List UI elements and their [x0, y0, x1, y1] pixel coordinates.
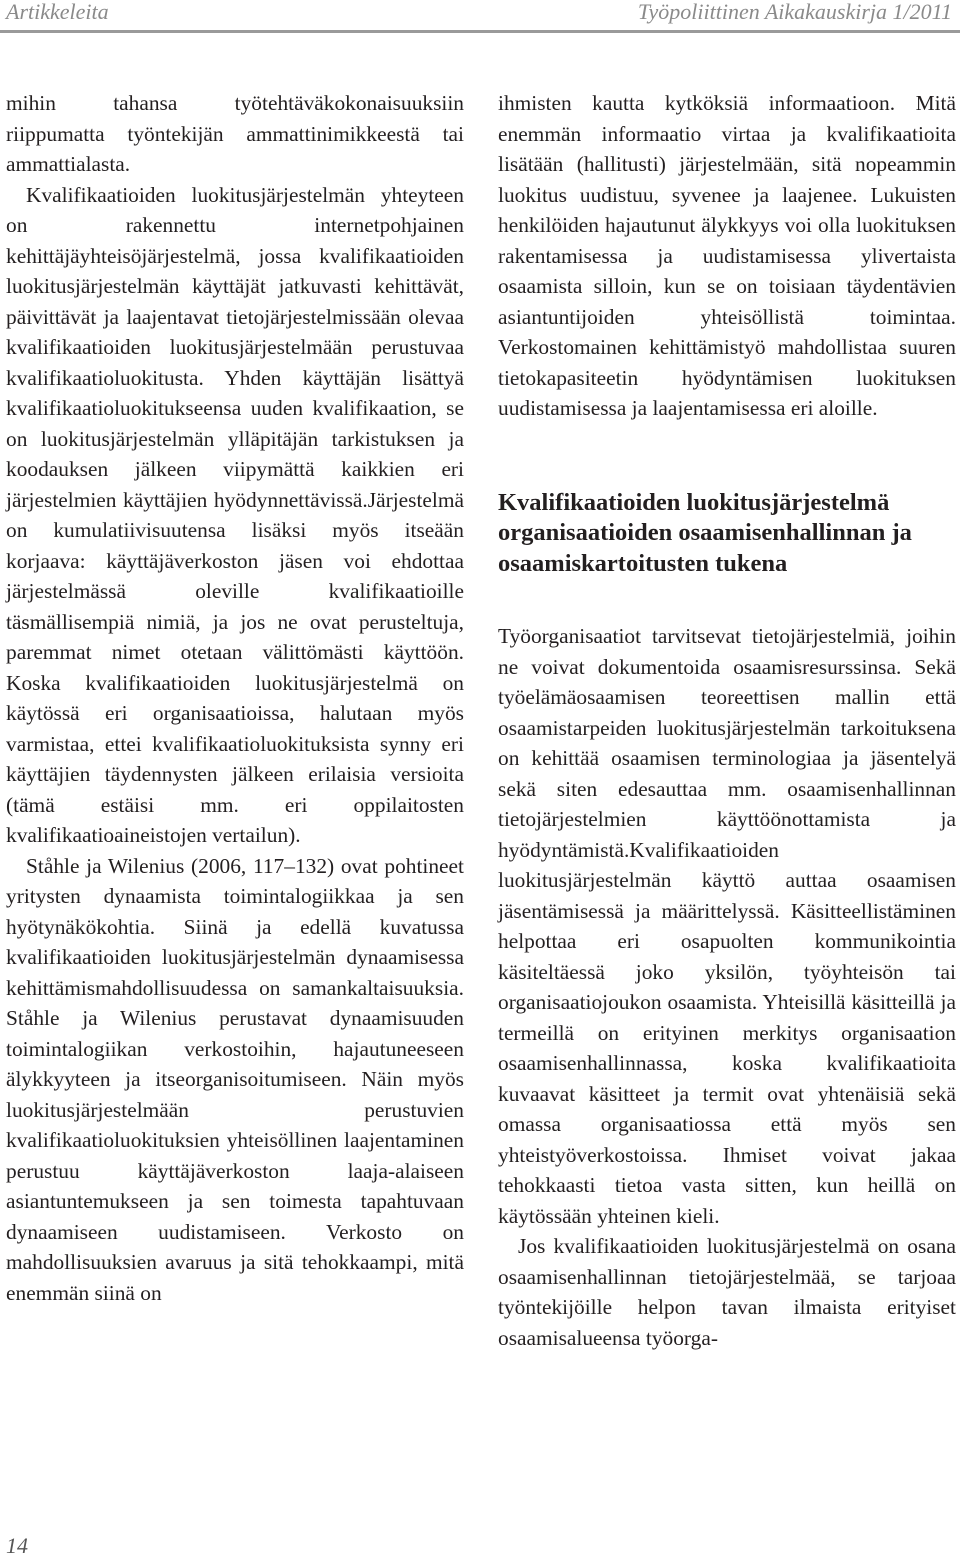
section-heading: Kvalifikaatioiden luokitusjärjestelmä organisaatioiden osaamisenhallinnan ja osaamiskartoitusten tukena	[498, 488, 912, 577]
paragraph: Jos kvalifikaatioiden luokitusjärjestelmä on osana osaamisenhallinnan tietojärjestelmää, se tarjoaa työntekijöille helpon tavan ilmaista erityiset osaamisalueensa työorga-	[498, 1234, 956, 1350]
paragraph: Työorganisaatiot tarvitsevat tietojärjestelmiä, joihin ne voivat dokumentoida osaamisresurssinsa. Sekä työelämäosaamisen teoreettisen mallin että osaamistarpeiden luokitusjärjestelmän tarkoituksena on kehittää osaamisen terminologiaa ja jäsentelyä sekä siten edesauttaa mm. osaamisenhallinnan tietojärjestelmien käyttöönottamista ja hyödyntämistä.Kvalifikaatioiden luokitusjärjestelmän käyttö auttaa osaamisen jäsentämisessä ja määrittelyssä. Käsitteellistäminen helpottaa eri osapuolten kommunikointia käsiteltäessä joko yksilön, työyhteisön tai organisaatiojoukon osaamista. Yhteisillä käsitteillä ja termeillä on erityinen merkitys organisaation osaamisenhallinnassa, koska kvalifikaatioita kuvaavat käsitteet ja termit ovat yhtenäisiä sekä omassa organisaatiossa että myös sen yhteistyöverkostoissa. Ihmiset voivat jakaa tehokkaasti tietoa vasta sitten, kun heillä on käytössään yhteinen kieli.	[498, 624, 956, 1228]
left-column	[6, 88, 464, 1308]
journal-title: Työpoliittinen Aikakauskirja 1/2011	[637, 0, 952, 24]
paragraph: ihmisten kautta kytköksiä informaatioon. Mitä enemmän informaatio virtaa ja kvalifikaatioita lisätään (hallitusti) järjestelmään, sitä nopeammin luokitus uudistuu, syvenee ja laajenee. Lukuisten henkilöiden hajautunut älykkyys voi olla luokituksen rakentamisessa ja uudistamisessa ylivertaista osaamista silloin, kun se on toisiaan täydentävien asiantuntijoiden yhteisöllistä toimintaa. Verkostomainen kehittämistyö mahdollistaa suuren tietokapasiteetin hyödyntämisen luokituksen uudistamisessa ja laajentamisessa eri aloille.	[498, 91, 956, 420]
header-rule	[0, 30, 960, 33]
page-number: 14	[6, 1533, 28, 1558]
running-header	[0, 0, 960, 26]
right-column	[498, 88, 956, 1353]
paragraph: Kvalifikaatioiden luokitusjärjestelmän yhteyteen on rakennettu internetpohjainen kehittäjäyhteisöjärjestelmä, jossa kvalifikaatioiden luokitusjärjestelmän käyttäjät jatkuvasti kehittävät, päivittävät ja laajentavat tietojärjestelmissään olevaa kvalifikaatioiden luokitusjärjestelmään perustuvaa kvalifikaatioluokitusta. Yhden käyttäjän lisättyä kvalifikaatioluokitukseensa uuden kvalifikaation, se on luokitusjärjestelmän ylläpitäjän tarkistuksen ja koodauksen jälkeen viipymättä kaikkien eri järjestelmien käyttäjien hyödynnettävissä.Järjestelmä on kumulatiivisuutensa lisäksi myös itseään korjaava: käyttäjäverkoston jäsen voi ehdottaa järjestelmässä oleville kvalifikaatioille täsmällisempiä nimiä, ja jos ne ovat perusteltuja, paremmat nimet otetaan välittömästi käyttöön. Koska kvalifikaatioiden luokitusjärjestelmä on käytössä eri organisaatioissa, halutaan myös varmistaa, ettei kvalifikaatioluokituksista synny eri käyttäjien täydennysten jälkeen erilaisia versioita (tämä estäisi mm. eri oppilaitosten kvalifikaatioaineistojen vertailun).	[6, 182, 464, 847]
section-label: Artikkeleita	[6, 0, 109, 24]
paragraph: Ståhle ja Wilenius (2006, 117–132) ovat pohtineet yritysten dynaamista toimintalogiikkaa ja sen hyötynäkökohtia. Siinä ja edellä kuvatussa kvalifikaatioiden luokitusjärjestelmän dynaamisessa kehittämismahdollisuudessa on samankaltaisuuksia. Ståhle ja Wilenius perustavat dynaamisuuden toimintalogiikan verkostoihin, hajautuneeseen älykkyyteen ja itseorganisoitumiseen. Näin myös luokitusjärjestelmään perustuvien kvalifikaatioluokituksien yhteisöllinen laajentaminen perustuu käyttäjäverkoston laaja-alaiseen asiantuntemukseen ja sen toimesta tapahtuvaan dynaamiseen uudistamiseen. Verkosto on mahdollisuuksien avaruus ja sitä tehokkaampi, mitä enemmän siinä on	[6, 853, 464, 1305]
paragraph: mihin tahansa työtehtäväkokonaisuuksiin riippumatta työntekijän ammattinimikkeestä tai ammattialasta.	[6, 91, 464, 176]
